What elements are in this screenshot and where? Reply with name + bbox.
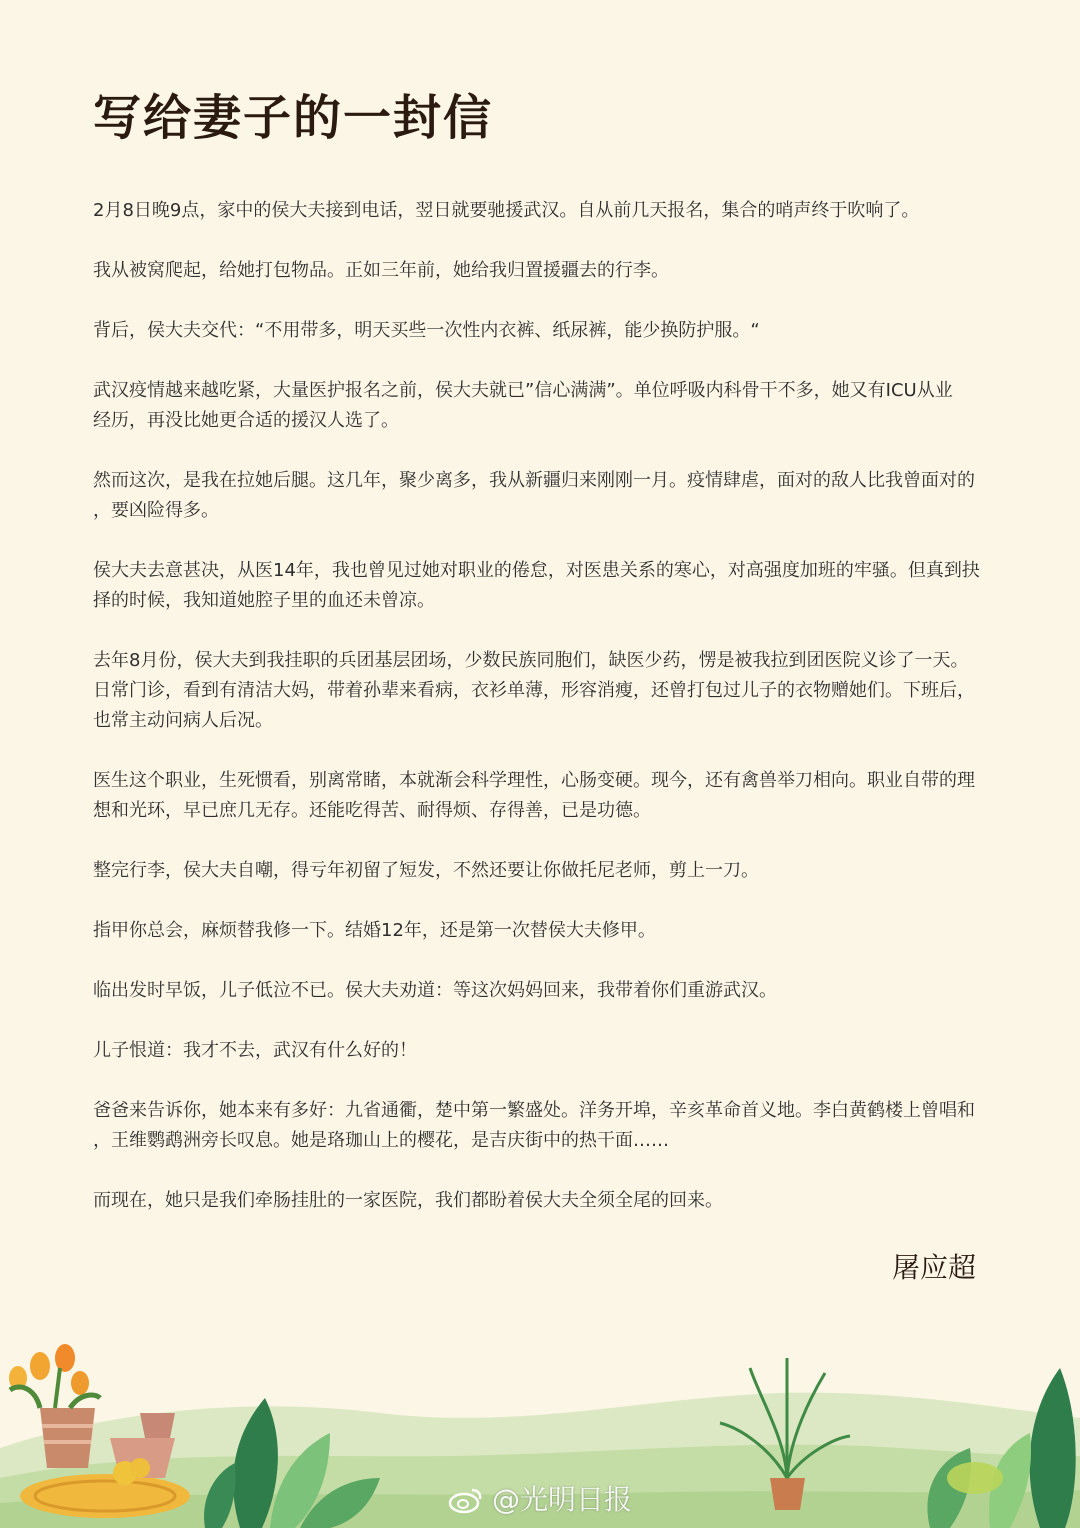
paragraph-line: 武汉疫情越来越吃紧，大量医护报名之前，侯大夫就已”信心满满”。单位呼吸内科骨干不多，她又有ICU从业 — [93, 380, 953, 401]
paragraph — [93, 1036, 993, 1066]
paragraph-line: 临出发时早饭，儿子低泣不已。侯大夫劝道：等这次妈妈回来，我带着你们重游武汉。 — [93, 980, 777, 1001]
watermark-text: @光明日报 — [492, 1483, 633, 1516]
paragraph-line: 整完行李，侯大夫自嘲，得亏年初留了短发，不然还要让你做托尼老师，剪上一刀。 — [93, 860, 759, 881]
paragraph — [93, 376, 993, 436]
paragraph-line: 然而这次，是我在拉她后腿。这几年，聚少离多，我从新疆归来刚刚一月。疫情肆虐，面对的敌人比我曾面对的 — [93, 470, 975, 491]
paragraph-line: 2月8日晚9点，家中的侯大夫接到电话，翌日就要驰援武汉。自从前几天报名，集合的哨声终于吹响了。 — [93, 200, 920, 221]
paragraph — [93, 256, 993, 286]
weibo-icon — [448, 1486, 484, 1514]
paragraph — [93, 646, 993, 736]
paragraph-line: 背后，侯大夫交代：“不用带多，明天买些一次性内衣裤、纸尿裤，能少换防护服。“ — [93, 320, 760, 341]
paragraph-line: 儿子恨道：我才不去，武汉有什么好的！ — [93, 1040, 417, 1061]
paragraph-line: 侯大夫去意甚决，从医14年，我也曾见过她对职业的倦怠，对医患关系的寒心，对高强度加班的牢骚。但真到抉 — [93, 560, 980, 581]
paragraph — [93, 916, 993, 946]
paragraph-line: 爸爸来告诉你，她本来有多好：九省通衢，楚中第一繁盛处。洋务开埠，辛亥革命首义地。李白黄鹤楼上曾唱和 — [93, 1100, 975, 1121]
paragraph-line: 经历，再没比她更合适的援汉人选了。 — [93, 410, 399, 431]
paragraph — [93, 856, 993, 886]
paragraph-line: 去年8月份，侯大夫到我挂职的兵团基层团场，少数民族同胞们，缺医少药，愣是被我拉到团医院义诊了一天。 — [93, 650, 969, 671]
paragraph — [93, 556, 993, 616]
paragraph-line: 医生这个职业，生死惯看，别离常睹，本就渐会科学理性，心肠变硬。现今，还有禽兽举刀相向。职业自带的理 — [93, 770, 975, 791]
letter-body — [93, 196, 993, 1246]
paragraph — [93, 1096, 993, 1156]
paragraph — [93, 196, 993, 226]
letter-title: 写给妻子的一封信 — [93, 90, 494, 146]
paragraph — [93, 976, 993, 1006]
paragraph-line: 我从被窝爬起，给她打包物品。正如三年前，她给我归置援疆去的行李。 — [93, 260, 669, 281]
paragraph — [93, 1186, 993, 1216]
paragraph — [93, 466, 993, 526]
watermark — [448, 1480, 632, 1520]
paragraph-line: ，王维鹦鹉洲旁长叹息。她是珞珈山上的樱花，是吉庆街中的热干面…… — [93, 1130, 669, 1151]
paragraph-line: 也常主动问病人后况。 — [93, 710, 273, 731]
signature: 屠应超 — [891, 1251, 976, 1284]
paragraph-line: ，要凶险得多。 — [93, 500, 219, 521]
paragraph-line: 想和光环，早已庶几无存。还能吃得苦、耐得烦、存得善，已是功德。 — [93, 800, 651, 821]
paragraph-line: 指甲你总会，麻烦替我修一下。结婚12年，还是第一次替侯大夫修甲。 — [93, 920, 656, 941]
paragraph-line: 择的时候，我知道她腔子里的血还未曾凉。 — [93, 590, 435, 611]
paragraph-line: 而现在，她只是我们牵肠挂肚的一家医院，我们都盼着侯大夫全须全尾的回来。 — [93, 1190, 723, 1211]
paragraph — [93, 766, 993, 826]
paragraph — [93, 316, 993, 346]
paragraph-line: 日常门诊，看到有清洁大妈，带着孙辈来看病，衣衫单薄，形容消瘦，还曾打包过儿子的衣物赠她们。下班后， — [93, 680, 975, 701]
